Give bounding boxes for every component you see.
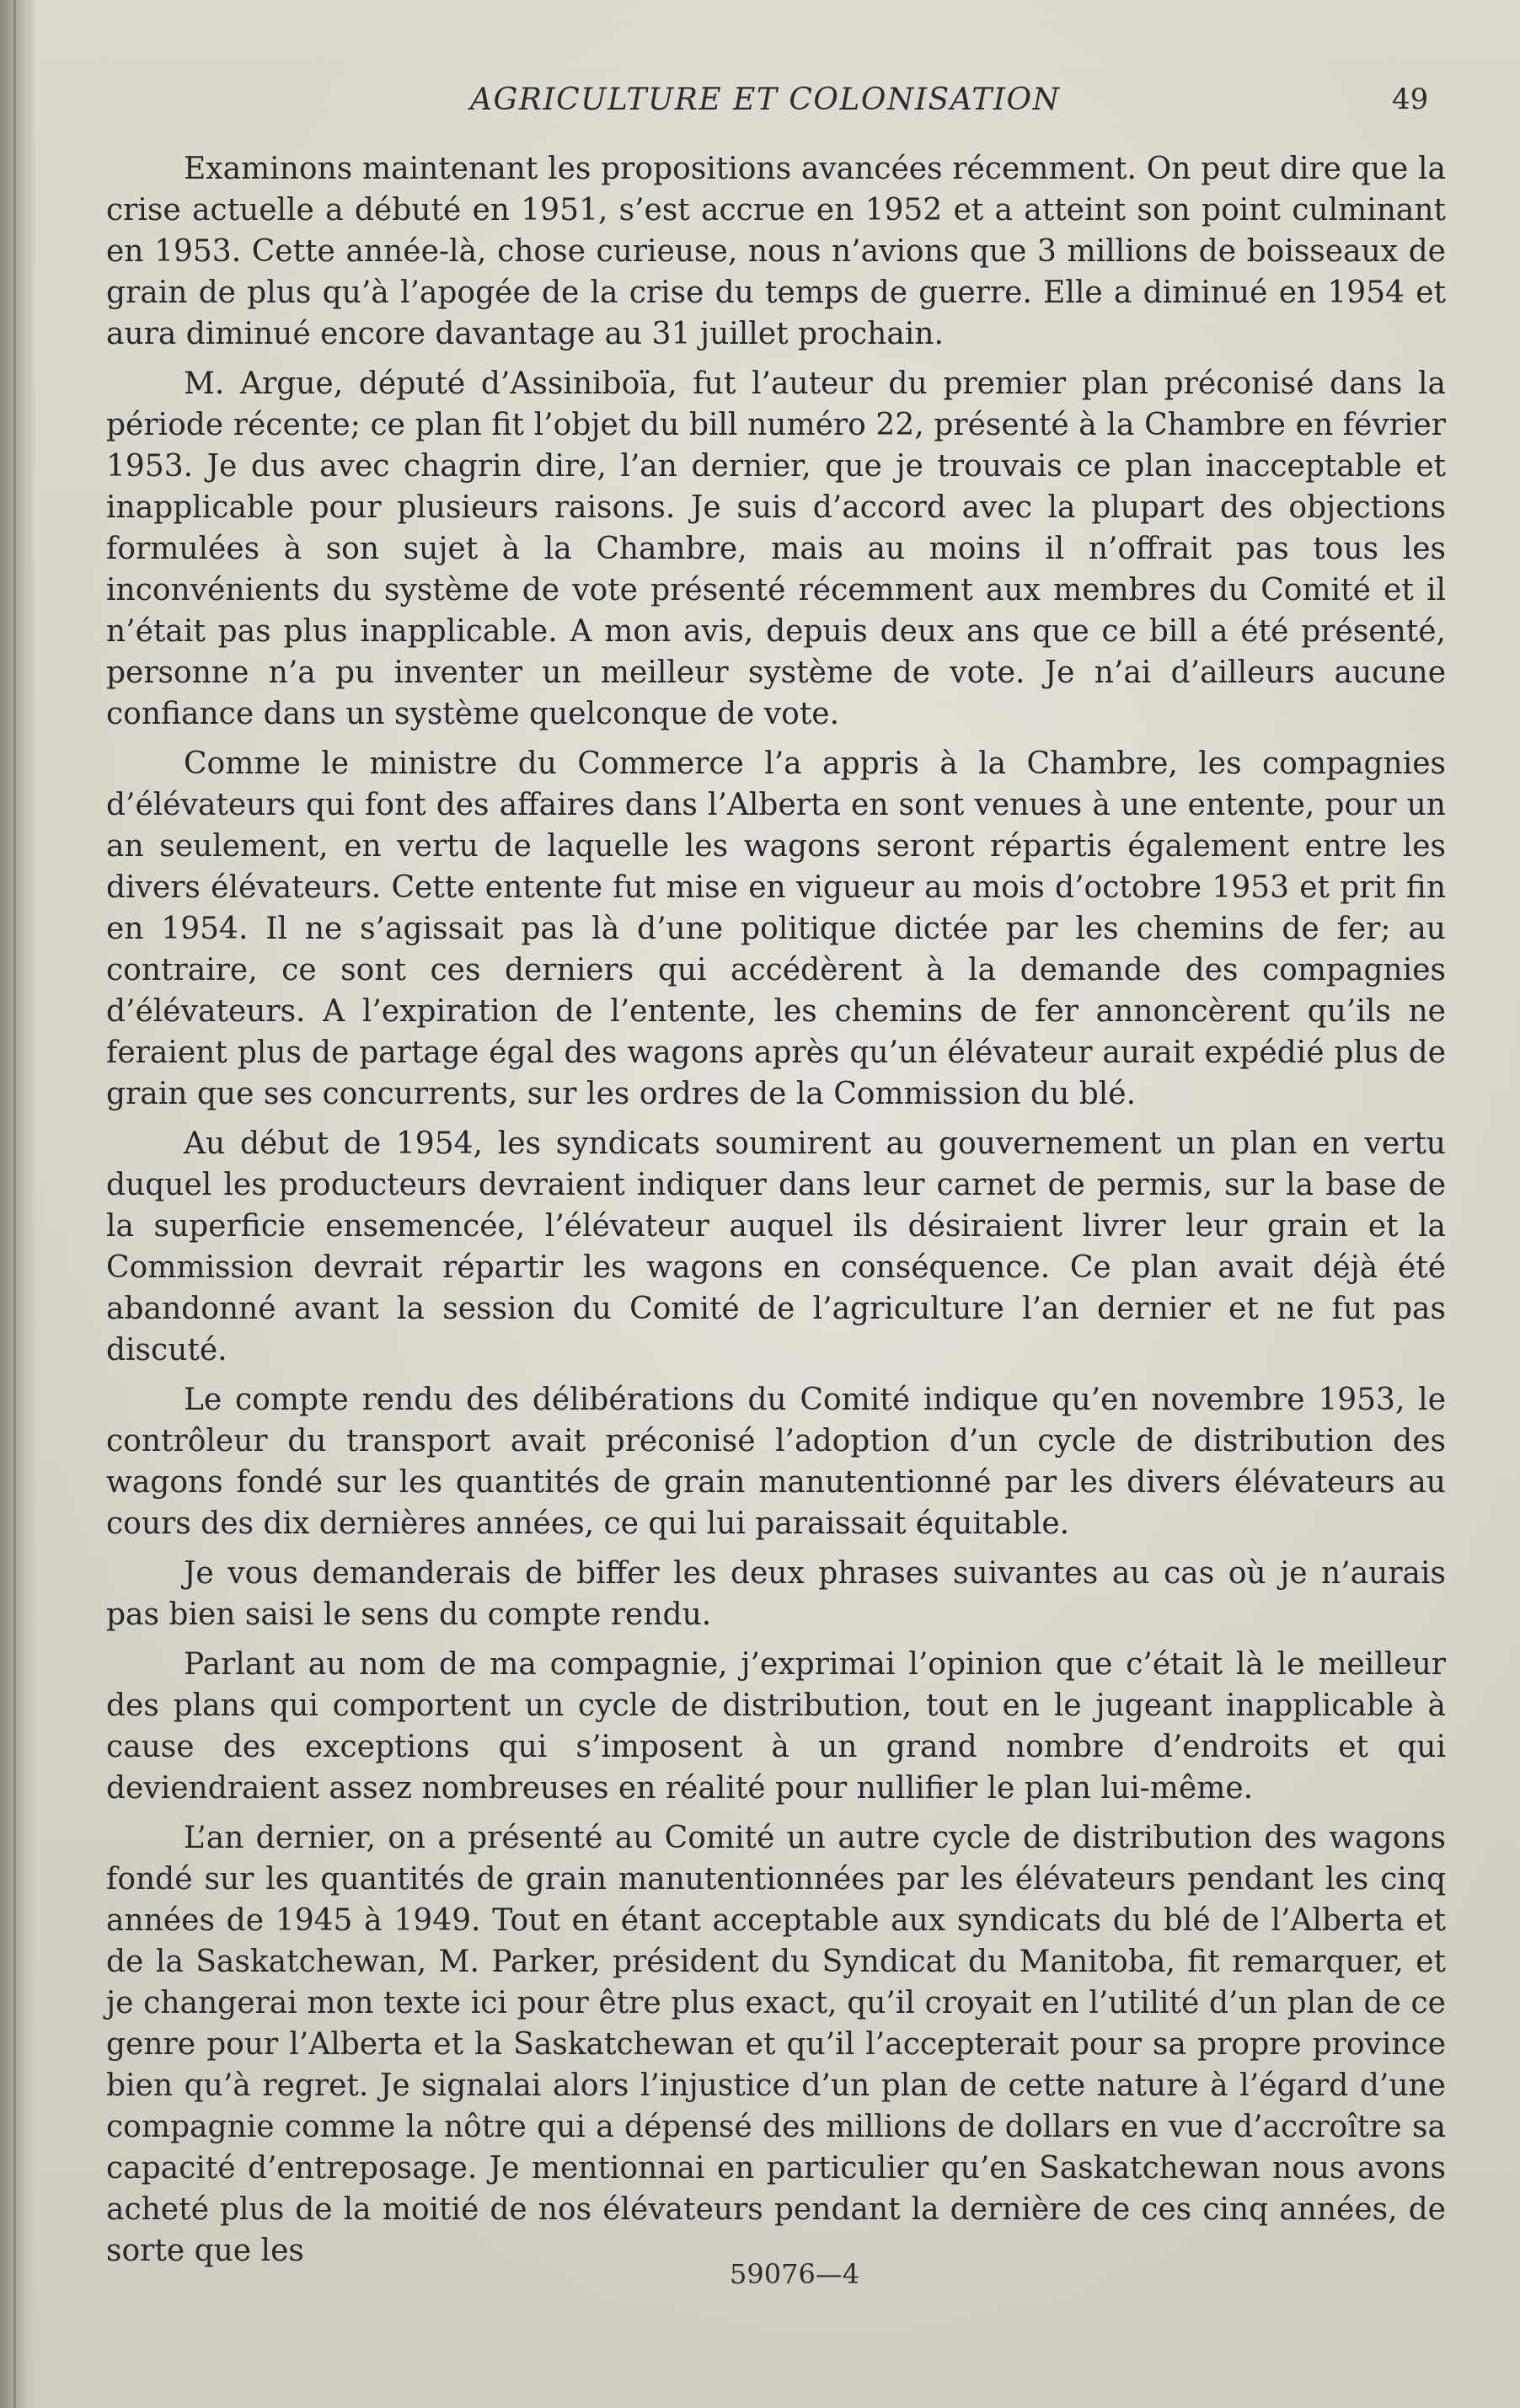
running-head: AGRICULTURE ET COLONISATION bbox=[470, 83, 1061, 117]
paragraph: Je vous demanderais de biffer les deux phrases suivantes au cas où je n’aurais pas bien saisi le sens du compte rendu. bbox=[106, 1556, 1446, 1632]
paragraph: L’an dernier, on a présenté au Comité un autre cycle de distribution des wagons fondé sur les quantités de grain manutentionnées par les élévateurs pendant les cinq années de 1945 à 1949. Tout en étant acceptable aux syndicats du blé de l’Alberta et de la Saskatchewan, M. Parker, président du Syndicat du Manitoba, fit remarquer, et je changerai mon texte ici pour être plus exact, qu’il croyait en l’utilité d’un plan de ce genre pour l’Alberta et la Saskatchewan et qu’il l’accepterait pour sa propre province bien qu’à regret. Je signalai alors l’injustice d’un plan de cette nature à l’égard d’une compagnie comme la nôtre qui a dépensé des millions de dollars en vue d’accroître sa capacité d’entreposage. Je mentionnai en particulier qu’en Saskatchewan nous avons acheté plus de la moitié de nos élévateurs pendant la dernière de ces cinq années, de sorte que les bbox=[106, 1821, 1446, 2268]
printer-signature-mark: 59076—4 bbox=[730, 2258, 860, 2290]
paragraph: Le compte rendu des délibérations du Comité indique qu’en novembre 1953, le contrôleur du transport avait préconisé l’adoption d’un cycle de distribution des wagons fondé sur les quantités de grain manutentionné par les divers élévateurs au cours des dix dernières années, ce qui lui paraissait équitable. bbox=[106, 1383, 1446, 1541]
paragraph: M. Argue, député d’Assiniboïa, fut l’auteur du premier plan préconisé dans la période récente; ce plan fit l’objet du bill numéro 22, présenté à la Chambre en février 1953. Je dus avec chagrin dire, l’an dernier, que je trouvais ce plan inacceptable et inapplicable pour plusieurs raisons. Je suis d’accord avec la plupart des objections formulées à son sujet à la Chambre, mais au moins il n’offrait pas tous les inconvénients du système de vote présenté récemment aux membres du Comité et il n’était pas plus inapplicable. A mon avis, depuis deux ans que ce bill a été présenté, personne n’a pu inventer un meilleur système de vote. Je n’ai d’ailleurs aucune confiance dans un système quelconque de vote. bbox=[106, 367, 1446, 731]
page-binding-edge bbox=[0, 0, 37, 2408]
paragraph: Examinons maintenant les propositions avancées récemment. On peut dire que la crise actuelle a débuté en 1951, s’est accrue en 1952 et a atteint son point culminant en 1953. Cette année-là, chose curieuse, nous n’avions que 3 millions de boisseaux de grain de plus qu’à l’apogée de la crise du temps de guerre. Elle a diminué en 1954 et aura diminué encore davantage au 31 juillet prochain. bbox=[106, 152, 1446, 351]
paragraph: Comme le ministre du Commerce l’a appris à la Chambre, les compagnies d’élévateurs qui font des affaires dans l’Alberta en sont venues à une entente, pour un an seulement, en vertu de laquelle les wagons seront répartis également entre les divers élévateurs. Cette entente fut mise en vigueur au mois d’octobre 1953 et prit fin en 1954. Il ne s’agissait pas là d’une politique dictée par les chemins de fer; au contraire, ce sont ces derniers qui accédèrent à la demande des compagnies d’élévateurs. A l’expiration de l’entente, les chemins de fer annoncèrent qu’ils ne feraient plus de partage égal des wagons après qu’un élévateur aurait expédié plus de grain que ses concurrents, sur les ordres de la Commission du blé. bbox=[106, 746, 1446, 1111]
paragraph: Parlant au nom de ma compagnie, j’exprimai l’opinion que c’était là le meilleur des plans qui comportent un cycle de distribution, tout en le jugeant inapplicable à cause des exceptions qui s’imposent à un grand nombre d’endroits et qui deviendraient assez nombreuses en réalité pour nullifier le plan lui-même. bbox=[106, 1647, 1446, 1806]
page-binding-line bbox=[13, 0, 16, 2408]
body-text bbox=[106, 148, 1446, 2280]
paragraph: Au début de 1954, les syndicats soumirent au gouvernement un plan en vertu duquel les producteurs devraient indiquer dans leur carnet de permis, sur la base de la superficie ensemencée, l’élévateur auquel ils désiraient livrer leur grain et la Commission devrait répartir les wagons en conséquence. Ce plan avait déjà été abandonné avant la session du Comité de l’agriculture l’an dernier et ne fut pas discuté. bbox=[106, 1126, 1446, 1367]
page-number: 49 bbox=[1392, 83, 1429, 116]
